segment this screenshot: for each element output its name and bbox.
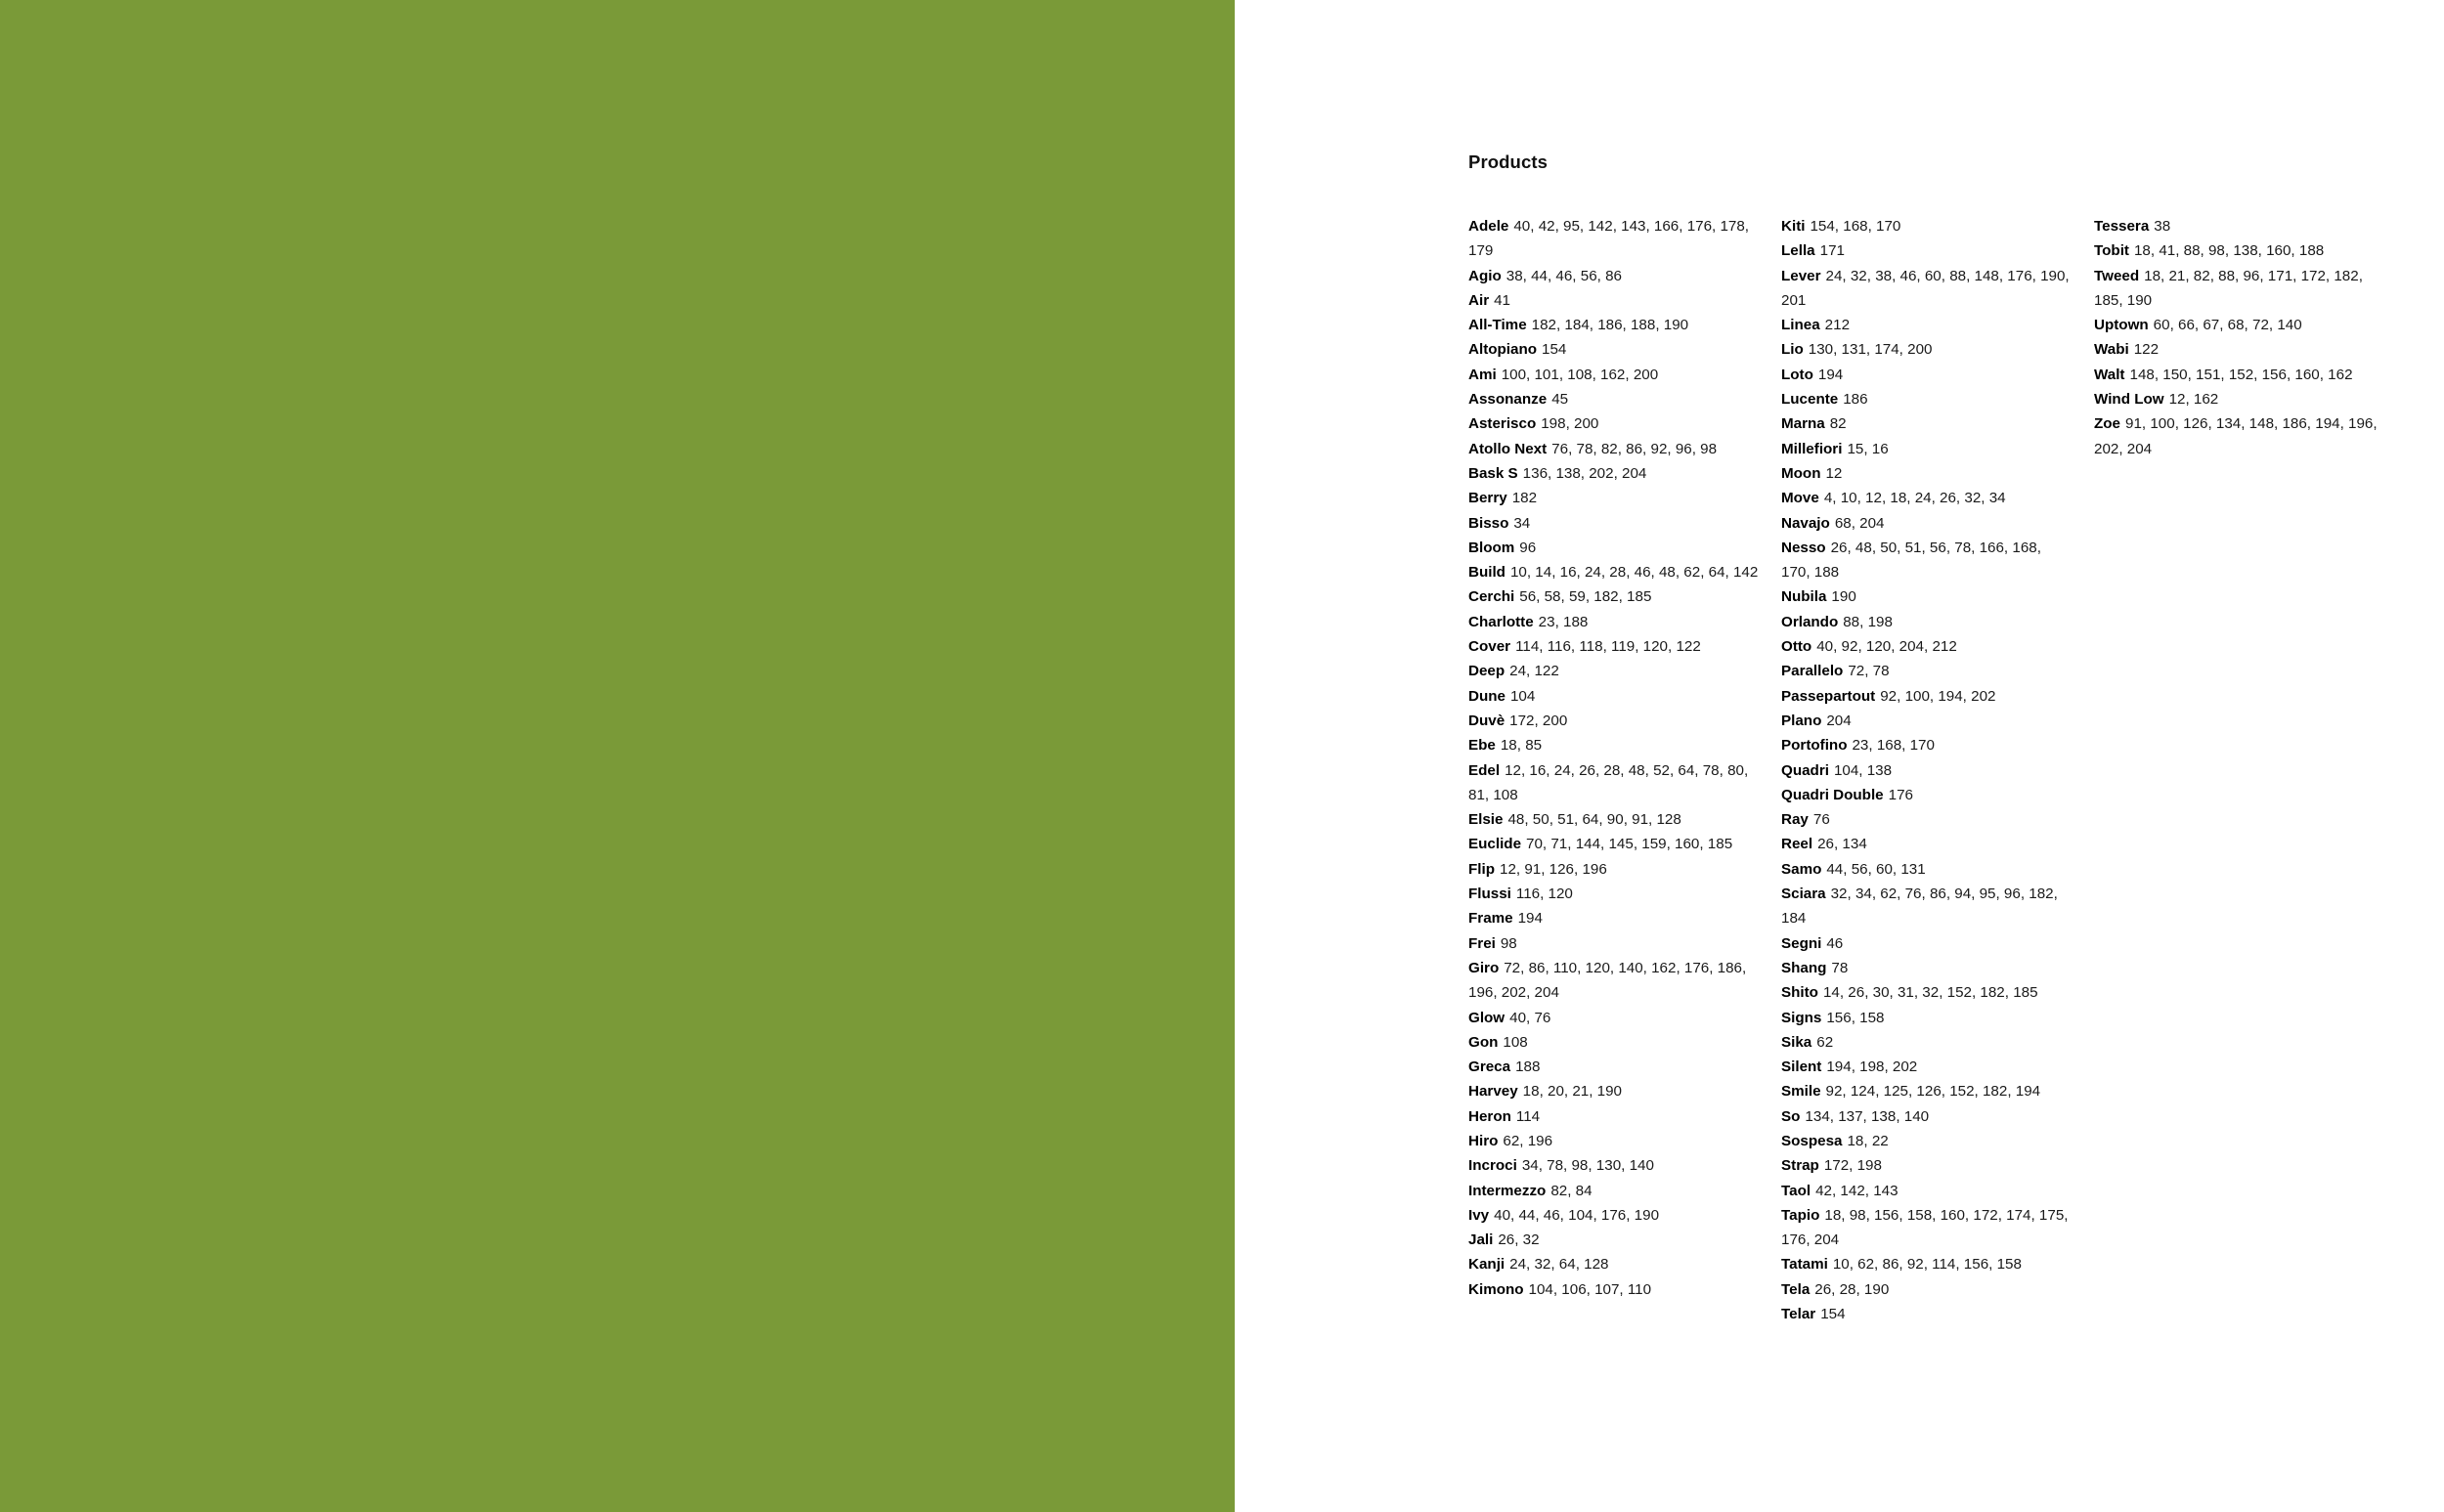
index-entry [1781,1277,2073,1302]
index-column-1 [1468,214,1781,1326]
index-entry [1781,536,2073,585]
index-entry [1781,264,2073,314]
index-entry-pages: 34 [1513,514,1531,532]
index-entry [1468,584,1760,609]
index-entry-name: Nubila [1781,588,1827,606]
index-entry [1468,337,1760,362]
index-entry-pages: 104, 138 [1833,761,1893,779]
index-entry-name: Nesso [1781,539,1826,556]
index-entry-pages: 23, 188 [1538,613,1589,630]
index-entry [1781,1153,2073,1178]
index-entry-pages: 44, 56, 60, 131 [1826,860,1926,878]
index-entry-name: Lella [1781,242,1815,260]
index-entry [1468,486,1760,510]
index-entry-pages: 24, 32, 64, 128 [1509,1256,1609,1274]
index-entry [1781,411,2073,436]
index-entry-pages: 12, 162 [2168,391,2219,409]
index-entry [1781,807,2073,832]
index-entry-name: Harvey [1468,1083,1518,1101]
index-entry [1468,1203,1760,1228]
index-entry [1468,511,1760,536]
index-entry [1468,411,1760,436]
index-entry-pages: 92, 124, 125, 126, 152, 182, 194 [1825,1083,2041,1101]
index-entry [1468,956,1760,1006]
index-entry-name: Bloom [1468,539,1515,556]
index-entry [1468,1228,1760,1252]
index-entry-name: Frei [1468,934,1496,952]
index-entry [1468,807,1760,832]
index-entry [1468,684,1760,709]
index-entry-name: Build [1468,564,1506,582]
index-entry-name: Atollo Next [1468,440,1548,457]
index-entry [1781,610,2073,634]
index-entry-name: Quadri [1781,761,1829,779]
index-entry-pages: 104 [1509,687,1536,705]
index-entry-pages: 24, 32, 38, 46, 60, 88, 148, 176, 190, 201 [1781,267,2070,309]
index-entry-name: Tapio [1781,1206,1820,1224]
index-entry-pages: 45 [1551,391,1569,409]
index-entry-name: Sospesa [1781,1132,1843,1149]
index-entry [1781,931,2073,956]
index-entry-pages: 60, 66, 67, 68, 72, 140 [2153,317,2302,334]
index-entry [1468,610,1760,634]
index-entry-pages: 204 [1826,712,1852,729]
index-entry-pages: 154, 168, 170 [1810,218,1901,235]
index-entry-pages: 194, 198, 202 [1826,1058,1918,1076]
index-entry-pages: 68, 204 [1834,514,1885,532]
index-entry [1468,659,1760,683]
index-entry [1468,906,1760,930]
index-entry-pages: 176 [1888,786,1913,803]
index-entry-name: Strap [1781,1157,1819,1175]
index-entry-name: Incroci [1468,1157,1517,1175]
index-entry [1781,733,2073,757]
index-entry-name: Portofino [1781,737,1848,755]
index-entry-name: Move [1781,490,1819,507]
index-entry-name: Zoe [2094,415,2121,433]
index-entry-pages: 182 [1511,490,1538,507]
index-entry-pages: 15, 16 [1847,440,1889,457]
index-entry-pages: 98 [1500,934,1517,952]
index-entry [1781,659,2073,683]
index-entry [1468,1129,1760,1153]
index-entry [1781,783,2073,807]
index-entry [1468,931,1760,956]
index-entry-pages: 186 [1843,391,1868,409]
index-entry [1468,1079,1760,1103]
index-entry-pages: 32, 34, 62, 76, 86, 94, 95, 96, 182, 184 [1781,886,2058,928]
index-entry-name: Charlotte [1468,613,1534,630]
index-entry-name: Telar [1781,1306,1816,1323]
index-entry-pages: 154 [1542,341,1567,359]
index-entry-pages: 18, 20, 21, 190 [1522,1083,1623,1101]
index-entry-name: Heron [1468,1107,1511,1125]
index-entry-name: So [1781,1107,1801,1125]
index-entry [1781,337,2073,362]
index-entry-name: Samo [1781,860,1822,878]
index-column-2 [1781,214,2094,1326]
index-entry-name: Tobit [2094,242,2129,260]
index-entry-pages: 190 [1831,588,1856,606]
index-entry [1781,980,2073,1005]
index-entry [1468,461,1760,486]
index-entry-name: Bisso [1468,514,1509,532]
index-entry [1781,1006,2073,1030]
index-entry [1781,437,2073,461]
index-entry-pages: 76 [1812,811,1830,829]
index-entry-name: Asterisco [1468,415,1537,433]
index-column-3 [2094,214,2407,1326]
index-entry [1468,1277,1760,1302]
index-entry-name: Segni [1781,934,1822,952]
index-entry-name: Ebe [1468,737,1496,755]
index-entry-pages: 156, 158 [1826,1009,1885,1026]
index-entry-name: Hiro [1468,1132,1499,1149]
index-entry-pages: 18, 98, 156, 158, 160, 172, 174, 175, 176, 204 [1781,1206,2069,1249]
index-entry-name: Wabi [2094,341,2129,359]
index-entry-name: Orlando [1781,613,1839,630]
index-entry-pages: 108 [1503,1033,1528,1051]
index-entry [1781,956,2073,980]
index-entry-pages: 40, 42, 95, 142, 143, 166, 176, 178, 179 [1468,218,1750,260]
index-entry-name: Plano [1781,712,1822,729]
index-entry-name: Gon [1468,1033,1499,1051]
index-entry-pages: 104, 106, 107, 110 [1528,1280,1652,1298]
index-entry-pages: 46 [1826,934,1844,952]
index-entry-pages: 24, 122 [1509,663,1559,680]
index-entry-name: Millefiori [1781,440,1843,457]
index-entry-name: Taol [1781,1182,1811,1199]
index-entry [1781,1104,2073,1129]
index-entry-pages: 38 [2154,218,2171,235]
index-entry-pages: 212 [1824,317,1851,334]
index-entry-name: Walt [2094,366,2125,383]
index-entry-pages: 188 [1515,1058,1541,1076]
index-entry [1781,857,2073,882]
index-entry-name: Euclide [1468,836,1522,853]
index-entry-pages: 34, 78, 98, 130, 140 [1521,1157,1654,1175]
index-entry-name: Loto [1781,366,1813,383]
index-entry-name: Silent [1781,1058,1822,1076]
index-entry [1781,313,2073,337]
index-entry-name: Ami [1468,366,1497,383]
index-entry-pages: 26, 134 [1817,836,1867,853]
index-entry-pages: 26, 28, 190 [1814,1280,1890,1298]
index-entry-name: Tela [1781,1280,1811,1298]
index-entry-pages: 154 [1820,1306,1846,1323]
index-entry-pages: 18, 21, 82, 88, 96, 171, 172, 182, 185, 190 [2094,267,2363,309]
index-entry-pages: 41 [1494,291,1511,309]
index-entry [1781,1030,2073,1055]
index-entry-name: Flip [1468,860,1495,878]
index-entry-name: Shito [1781,984,1818,1002]
index-entry-name: Bask S [1468,464,1518,482]
index-entry [1468,1055,1760,1079]
index-entry-name: Kanji [1468,1256,1506,1274]
index-entry-pages: 12 [1825,464,1843,482]
index-entry [1781,238,2073,263]
index-entry-pages: 10, 62, 86, 92, 114, 156, 158 [1832,1256,2022,1274]
index-entry-name: Passepartout [1781,687,1876,705]
index-entry-pages: 62 [1816,1033,1834,1051]
index-entry [2094,337,2385,362]
index-entry-name: Linea [1781,317,1820,334]
index-entry-name: Altopiano [1468,341,1538,359]
index-entry-name: Parallelo [1781,663,1844,680]
index-entry [1781,214,2073,238]
index-entry-name: Tessera [2094,218,2150,235]
index-entry-name: Cerchi [1468,588,1515,606]
index-entry-pages: 82, 84 [1550,1182,1593,1199]
index-entry [2094,264,2385,314]
index-entry-pages: 62, 196 [1503,1132,1553,1149]
index-entry-pages: 23, 168, 170 [1852,737,1935,755]
index-entry-pages: 72, 78 [1848,663,1890,680]
index-entry-name: Lio [1781,341,1804,359]
index-entry-pages: 56, 58, 59, 182, 185 [1519,588,1652,606]
index-entry-pages: 148, 150, 151, 152, 156, 160, 162 [2129,366,2353,383]
index-entry-name: Edel [1468,761,1501,779]
index-entry-name: Lucente [1781,391,1839,409]
index-entry-name: Tatami [1781,1256,1828,1274]
index-entry-name: Lever [1781,267,1821,284]
index-entry [1781,634,2073,659]
index-entry [1468,363,1760,387]
index-entry [1781,1079,2073,1103]
index-entry-name: Greca [1468,1058,1511,1076]
index-entry [2094,411,2385,461]
index-entry [1468,437,1760,461]
index-entry-pages: 88, 198 [1843,613,1893,630]
index-entry-pages: 134, 137, 138, 140 [1805,1107,1930,1125]
right-content-panel [1235,0,2444,1512]
index-entry-name: Assonanze [1468,391,1548,409]
index-entry [1468,882,1760,906]
index-entry-name: Ivy [1468,1206,1490,1224]
index-entry-name: Flussi [1468,886,1511,903]
index-entry-name: Frame [1468,910,1513,928]
index-entry-pages: 171 [1819,242,1845,260]
index-entry [1781,511,2073,536]
index-entry-name: Agio [1468,267,1502,284]
index-entry [1468,264,1760,288]
index-entry-pages: 91, 100, 126, 134, 148, 186, 194, 196, 202, 204 [2094,415,2378,457]
index-entry [1468,709,1760,733]
index-entry [1468,857,1760,882]
index-entry-pages: 194 [1817,366,1844,383]
index-entry-name: Kimono [1468,1280,1524,1298]
index-entry [1781,387,2073,411]
index-entry-name: Sika [1781,1033,1812,1051]
index-entry [2094,387,2385,411]
index-entry-pages: 116, 120 [1515,886,1573,903]
index-entry [1781,461,2073,486]
index-entry-name: Jali [1468,1231,1494,1249]
index-entry-name: Adele [1468,218,1509,235]
index-entry-name: Berry [1468,490,1507,507]
index-entry [1781,709,2073,733]
index-entry [1781,832,2073,856]
index-entry [1781,1302,2073,1326]
index-entry-pages: 114 [1515,1107,1541,1125]
index-entry-name: Reel [1781,836,1813,853]
index-entry-pages: 78 [1831,959,1849,976]
index-entry [1468,1153,1760,1178]
index-entry-name: Tweed [2094,267,2140,284]
index-entry-name: Air [1468,291,1490,309]
index-entry [1468,832,1760,856]
index-entry-pages: 194 [1517,910,1543,928]
index-entry-name: Glow [1468,1009,1506,1026]
index-entry [1468,288,1760,313]
index-entry [1468,1252,1760,1276]
index-entry-name: Quadri Double [1781,786,1884,803]
index-entry-name: All-Time [1468,317,1527,334]
index-entry [2094,214,2385,238]
index-entry-pages: 18, 41, 88, 98, 138, 160, 188 [2133,242,2325,260]
index-entry-pages: 72, 86, 110, 120, 140, 162, 176, 186, 196, 202, 204 [1468,959,1747,1002]
index-entry-name: Giro [1468,959,1500,976]
index-entry-pages: 12, 16, 24, 26, 28, 48, 52, 64, 78, 80, 81, 108 [1468,761,1749,803]
index-entry [1468,1006,1760,1030]
index-columns [1468,214,2407,1326]
index-entry-pages: 42, 142, 143 [1815,1182,1898,1199]
index-entry [1468,1104,1760,1129]
index-entry-pages: 26, 48, 50, 51, 56, 78, 166, 168, 170, 188 [1781,539,2041,582]
index-entry [1468,758,1760,808]
index-entry-pages: 40, 44, 46, 104, 176, 190 [1494,1206,1660,1224]
index-entry-pages: 40, 76 [1509,1009,1551,1026]
index-entry-pages: 82 [1829,415,1847,433]
index-entry-name: Elsie [1468,811,1504,829]
index-entry [1781,1129,2073,1153]
index-entry-name: Smile [1781,1083,1821,1101]
index-entry-name: Duvè [1468,712,1506,729]
index-entry [1468,536,1760,560]
index-entry-name: Cover [1468,638,1511,656]
index-entry [1781,684,2073,709]
index-entry-pages: 122 [2133,341,2160,359]
index-entry [1781,758,2073,783]
index-entry-pages: 26, 32 [1498,1231,1540,1249]
index-entry-pages: 172, 200 [1509,712,1568,729]
index-entry-pages: 92, 100, 194, 202 [1880,687,1996,705]
index-entry-pages: 76, 78, 82, 86, 92, 96, 98 [1551,440,1718,457]
index-entry-name: Wind Low [2094,391,2164,409]
index-entry-pages: 38, 44, 46, 56, 86 [1506,267,1622,284]
index-entry [1468,1030,1760,1055]
index-entry [2094,363,2385,387]
index-entry-name: Kiti [1781,218,1806,235]
index-entry-pages: 70, 71, 144, 145, 159, 160, 185 [1526,836,1733,853]
index-entry-pages: 12, 91, 126, 196 [1500,860,1607,878]
index-entry-pages: 172, 198 [1823,1157,1882,1175]
index-entry [2094,238,2385,263]
index-entry-name: Signs [1781,1009,1822,1026]
index-entry-pages: 18, 85 [1500,737,1543,755]
index-entry-name: Navajo [1781,514,1830,532]
index-entry [1468,313,1760,337]
index-entry-name: Dune [1468,687,1506,705]
index-entry-pages: 198, 200 [1541,415,1599,433]
index-entry [1468,214,1760,264]
index-entry [1781,1252,2073,1276]
index-entry [1468,634,1760,659]
index-entry [1781,486,2073,510]
index-entry [1781,882,2073,931]
index-entry-pages: 100, 101, 108, 162, 200 [1501,366,1659,383]
index-entry-name: Ray [1781,811,1809,829]
index-entry-pages: 10, 14, 16, 24, 28, 46, 48, 62, 64, 142 [1509,564,1759,582]
index-entry-name: Deep [1468,663,1506,680]
index-entry-pages: 136, 138, 202, 204 [1522,464,1647,482]
index-entry-name: Uptown [2094,317,2149,334]
index-entry-pages: 18, 22 [1847,1132,1889,1149]
index-entry [1468,387,1760,411]
index-entry-name: Marna [1781,415,1825,433]
index-entry-pages: 182, 184, 186, 188, 190 [1531,317,1689,334]
page-title: Products [1468,151,1548,172]
index-entry-pages: 96 [1519,539,1537,556]
index-entry-name: Sciara [1781,886,1826,903]
index-entry-pages: 4, 10, 12, 18, 24, 26, 32, 34 [1823,490,2006,507]
index-entry-name: Otto [1781,638,1812,656]
index-entry-pages: 14, 26, 30, 31, 32, 152, 182, 185 [1822,984,2038,1002]
index-entry-pages: 114, 116, 118, 119, 120, 122 [1515,638,1701,656]
index-entry [1781,584,2073,609]
index-entry [1468,733,1760,757]
index-entry-name: Shang [1781,959,1827,976]
index-entry [1781,363,2073,387]
index-entry-pages: 130, 131, 174, 200 [1808,341,1933,359]
index-entry-name: Moon [1781,464,1821,482]
index-entry-pages: 40, 92, 120, 204, 212 [1816,638,1957,656]
index-entry [1781,1203,2073,1253]
index-entry [1781,1179,2073,1203]
index-entry-pages: 48, 50, 51, 64, 90, 91, 128 [1507,811,1681,829]
index-entry [1468,560,1760,584]
index-entry [1781,1055,2073,1079]
index-entry-name: Intermezzo [1468,1182,1547,1199]
index-entry [2094,313,2385,337]
index-entry [1468,1179,1760,1203]
